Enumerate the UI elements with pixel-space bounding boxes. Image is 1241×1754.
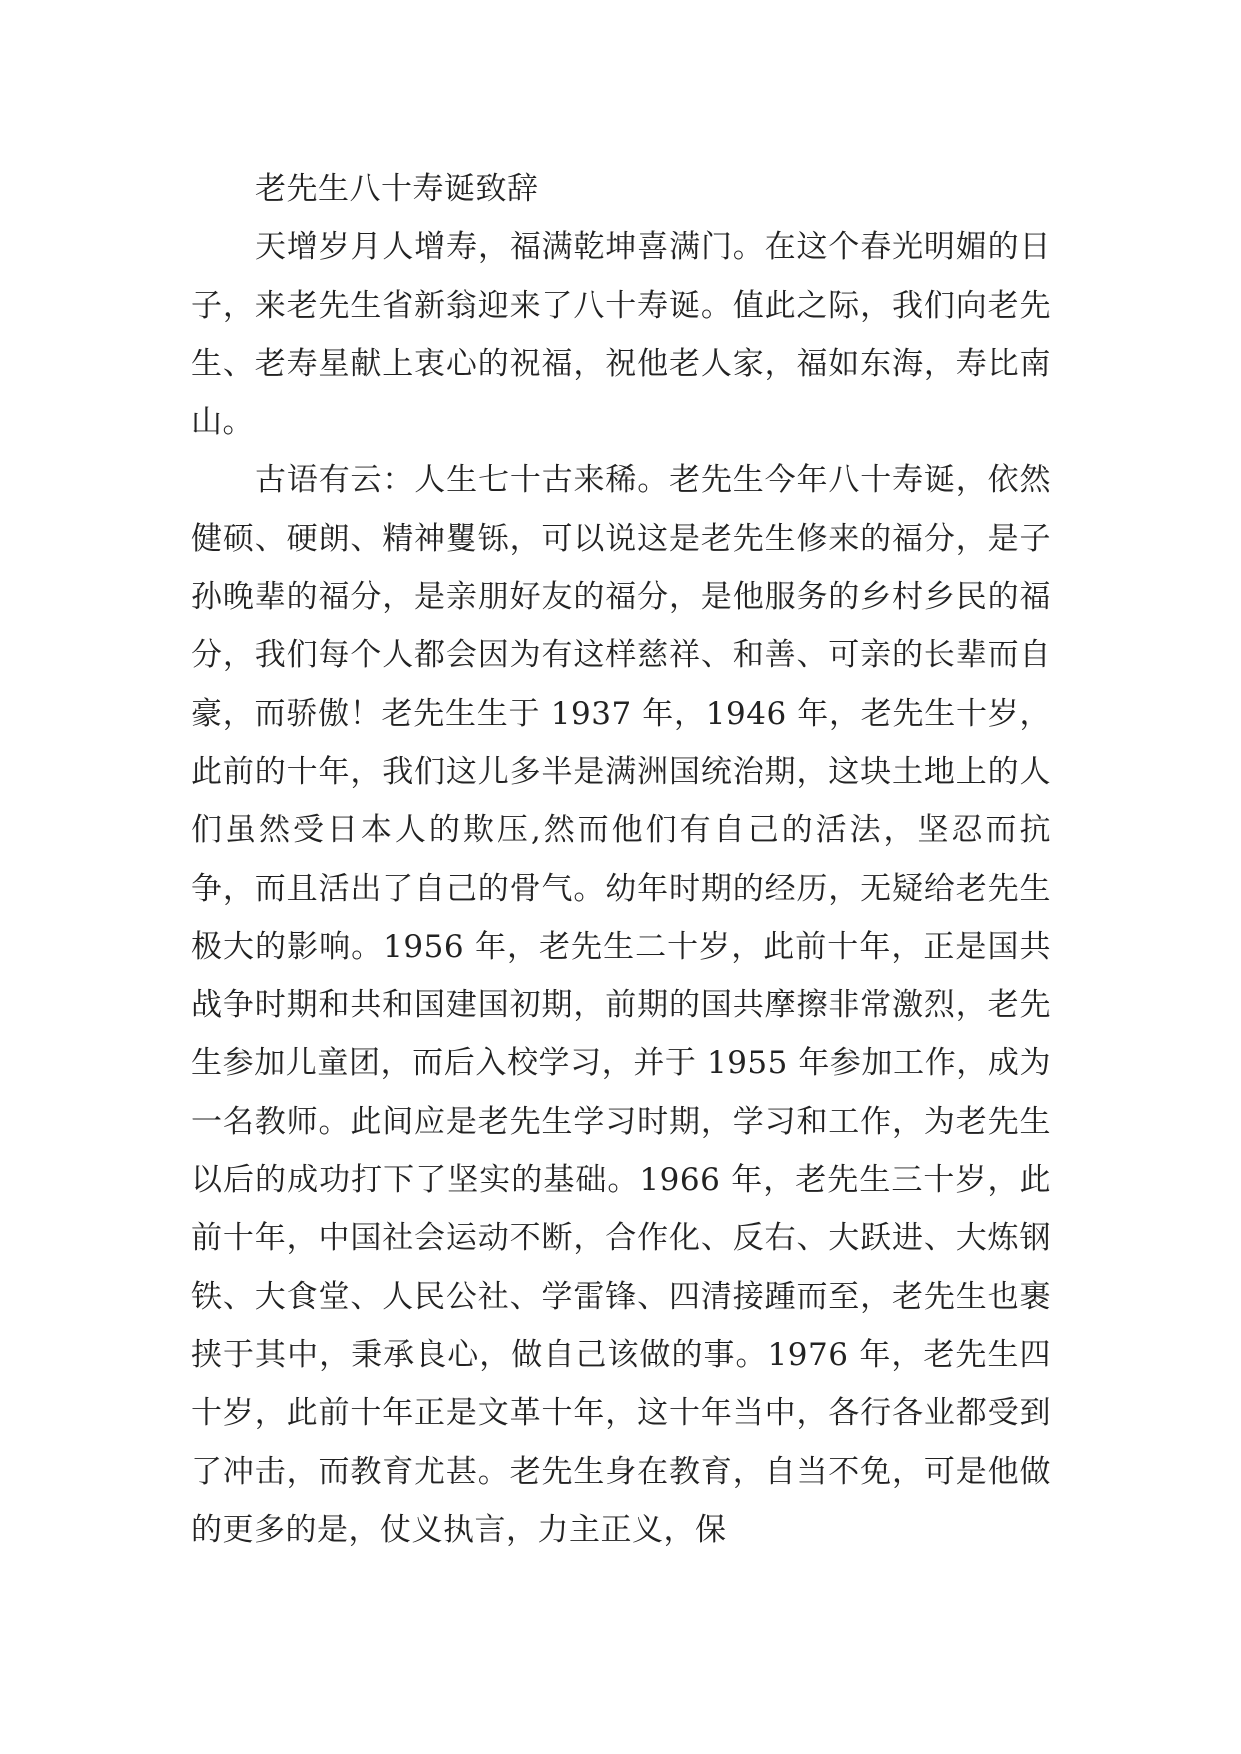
paragraph-2: 古语有云：人生七十古来稀。老先生今年八十寿诞，依然健硕、硬朗、精神矍铄，可以说这是老先生修来的福分，是子孙晚辈的福分，是亲朋好友的福分，是他服务的乡村乡民的福分，我们每个人都会因为有这样慈祥、和善、可亲的长辈而自豪，而骄傲！老先生生于 1937 年，1946 年，老先生十岁，此前的十年，我们这儿多半是满洲国统治期，这块土地上的人们虽然受日本人的欺压,然而他们有自己的活法，坚忍而抗争，而且活出了自己的骨气。幼年时期的经历，无疑给老先生极大的影响。1956 年，老先生二十岁，此前十年，正是国共战争时期和共和国建国初期，前期的国共摩擦非常激烈，老先生参加儿童团，而后入校学习，并于 1955 年参加工作，成为一名教师。此间应是老先生学习时期，学习和工作，为老先生以后的成功打下了坚实的基础。1966 年，老先生三十岁，此前十年，中国社会运动不断，合作化、反右、大跃进、大炼钢铁、大食堂、人民公社、学雷锋、四清接踵而至，老先生也裹挟于其中，秉承良心，做自己该做的事。1976 年，老先生四十岁，此前十年正是文革十年，这十年当中，各行各业都受到了冲击，而教育尤甚。老先生身在教育，自当不免，可是他做的更多的是，仗义执言，力主正义，保	[191, 462, 1051, 1548]
paragraph-1: 天增岁月人增寿，福满乾坤喜满门。在这个春光明媚的日子，来老先生省新翁迎来了八十寿诞。值此之际，我们向老先生、老寿星献上衷心的祝福，祝他老人家，福如东海，寿比南山。	[191, 229, 1051, 441]
document-body	[191, 160, 1051, 1559]
document-title: 老先生八十寿诞致辞	[255, 171, 539, 207]
